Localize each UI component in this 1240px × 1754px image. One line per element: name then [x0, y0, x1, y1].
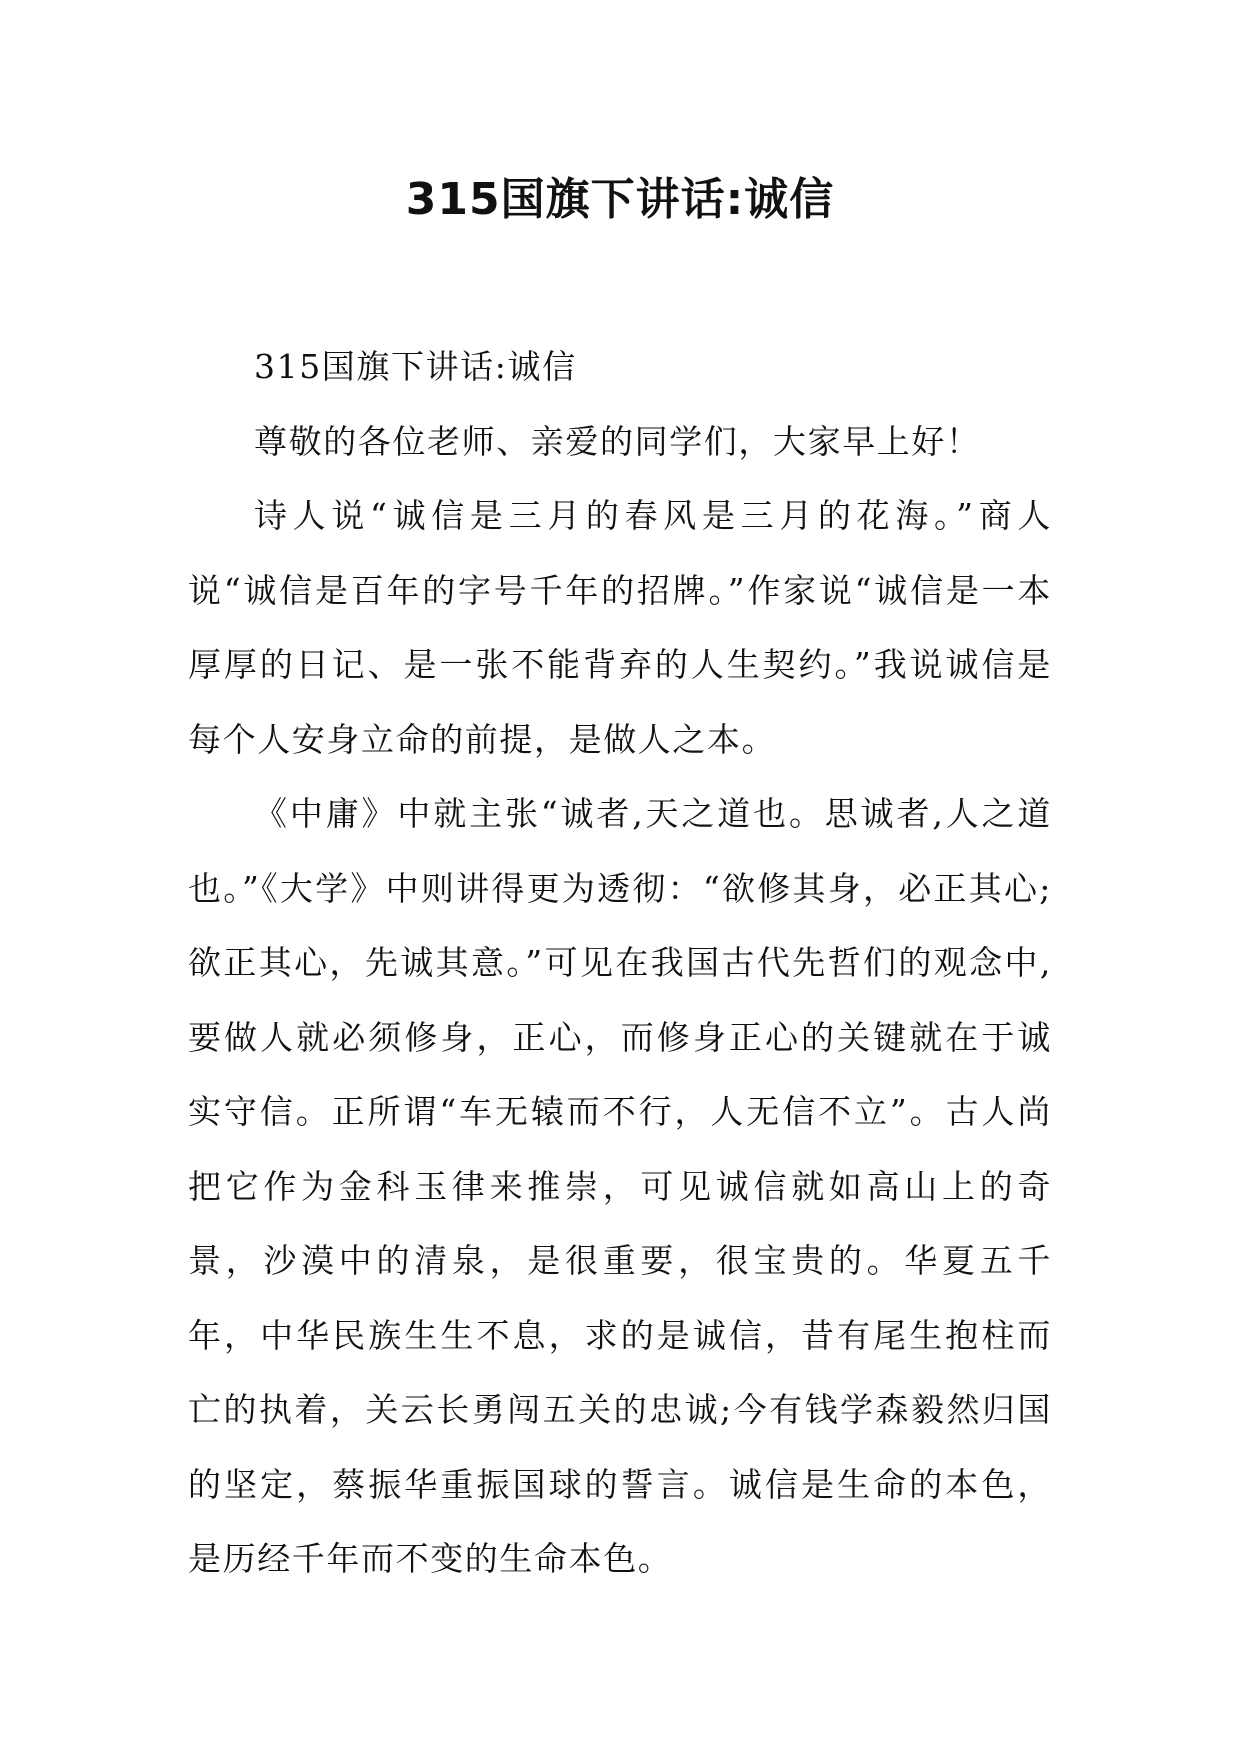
- paragraph-greeting: 尊敬的各位老师、亲爱的同学们，大家早上好！: [254, 421, 981, 461]
- document-body: [188, 330, 1052, 1597]
- paragraph-classics: 《中庸》中就主张“诚者,天之道也。思诚者,人之道也。”《大学》中则讲得更为透彻：“欲修其身，必正其心;欲正其心，先诚其意。”可见在我国古代先哲们的观念中,要做人就必须修身，正心，而修身正心的关键就在于诚实守信。正所谓“车无辕而不行，人无信不立”。古人尚把它作为金科玉律来推崇，可见诚信就如高山上的奇景，沙漠中的清泉，是很重要，很宝贵的。华夏五千年，中华民族生生不息，求的是诚信，昔有尾生抱柱而亡的执着，关云长勇闯五关的忠诚;今有钱学森毅然归国的坚定，蔡振华重振国球的誓言。诚信是生命的本色，是历经千年而不变的生命本色。: [188, 794, 1052, 1578]
- paragraph-quotes: 诗人说“诚信是三月的春风是三月的花海。”商人说“诚信是百年的字号千年的招牌。”作家说“诚信是一本厚厚的日记、是一张不能背弃的人生契约。”我说诚信是每个人安身立命的前提，是做人之本。: [188, 496, 1052, 759]
- document-title: 315国旗下讲话:诚信: [405, 174, 835, 225]
- paragraph-heading: 315国旗下讲话:诚信: [254, 347, 577, 386]
